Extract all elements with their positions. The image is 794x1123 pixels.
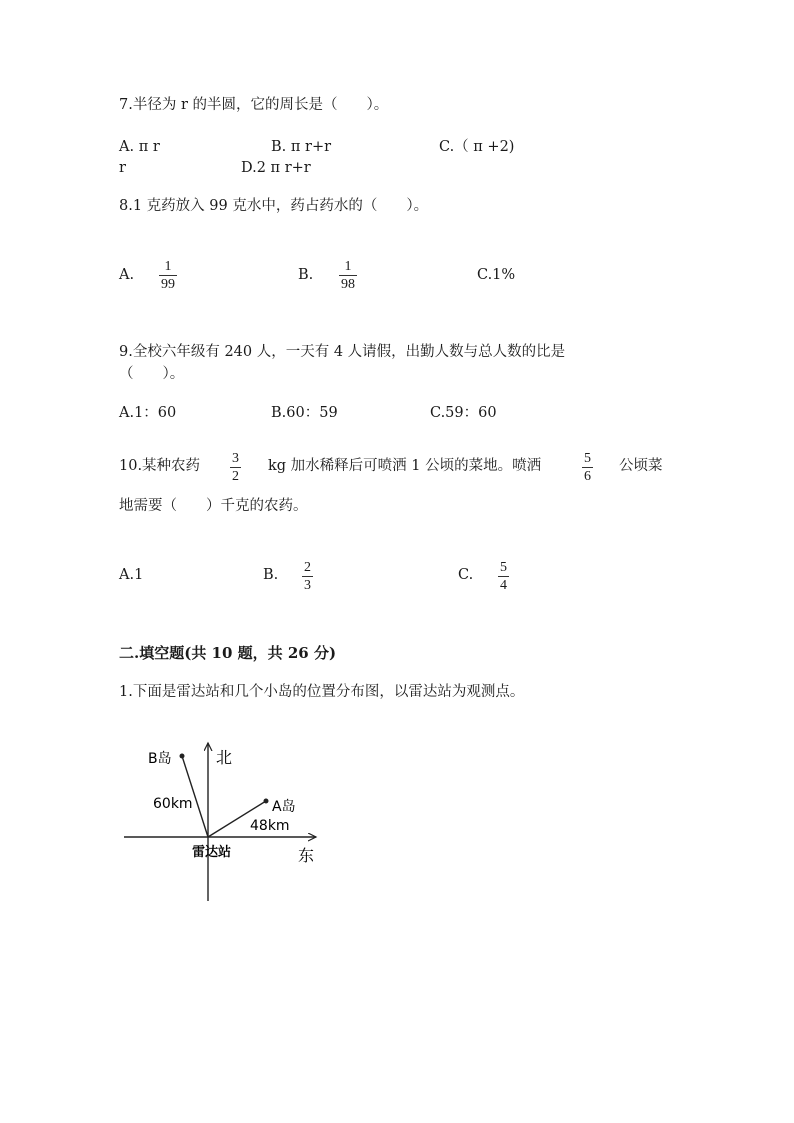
q10-stem-part1: 10.某种农药 <box>119 458 201 474</box>
q10-option-c[interactable]: C. <box>458 567 474 583</box>
fraction-denominator: 4 <box>500 578 507 594</box>
island-b-point <box>180 754 185 759</box>
fraction-bar <box>498 576 509 577</box>
q9-option-b[interactable]: B.60：59 <box>271 405 338 421</box>
q10-stem-part2: kg 加水稀释后可喷洒 1 公顷的菜地。喷洒 <box>268 458 542 474</box>
radar-position-diagram <box>120 735 335 905</box>
fraction-numerator: 2 <box>304 560 311 575</box>
q8-option-a[interactable]: A. <box>119 267 135 283</box>
q10-option-a[interactable]: A.1 <box>119 567 144 583</box>
q8-stem: 8.1 克药放入 99 克水中，药占药水的（ ）。 <box>119 198 429 214</box>
q8-option-b[interactable]: B. <box>298 267 314 283</box>
station-label: 雷达站 <box>192 845 232 860</box>
q7-option-c[interactable]: C.（ π +2) <box>439 139 515 155</box>
q7-stem: 7.半径为 r 的半圆，它的周长是（ ）。 <box>119 97 389 113</box>
q10-option-b-fraction <box>302 560 313 594</box>
island-b-label: B岛 <box>148 751 172 767</box>
q7-option-d[interactable]: D.2 π r+r <box>241 160 311 176</box>
q8-option-a-fraction <box>159 259 177 293</box>
fraction-numerator: 1 <box>344 259 352 274</box>
fraction-denominator: 2 <box>232 469 239 485</box>
island-a-point <box>264 799 269 804</box>
island-a-label: A岛 <box>272 799 296 815</box>
q10-fraction-amount <box>230 451 241 485</box>
island-a-distance: 48km <box>250 818 290 834</box>
q10-fraction-area <box>582 451 593 485</box>
fraction-denominator: 6 <box>584 469 591 485</box>
fraction-denominator: 99 <box>161 277 175 293</box>
q10-stem-part3: 公顷菜 <box>619 458 663 474</box>
q9-option-a[interactable]: A.1：60 <box>119 405 177 421</box>
q9-stem-line2: （ ）。 <box>119 366 185 382</box>
fraction-bar <box>230 467 241 468</box>
q10-stem-line2: 地需要（ ）千克的农药。 <box>119 498 308 514</box>
fraction-bar <box>339 275 357 276</box>
fraction-numerator: 1 <box>164 259 172 274</box>
q8-option-c[interactable]: C.1% <box>477 267 516 283</box>
section-heading: 二.填空题(共 10 题，共 26 分) <box>119 644 337 662</box>
east-label: 东 <box>298 846 315 865</box>
fraction-bar <box>302 576 313 577</box>
q9-stem-line1: 9.全校六年级有 240 人，一天有 4 人请假，出勤人数与总人数的比是 <box>119 344 566 360</box>
fraction-numerator: 5 <box>500 560 507 575</box>
q7-option-b[interactable]: B. π r+r <box>271 139 332 155</box>
q7-option-a[interactable]: A. π r <box>119 139 160 155</box>
north-label: 北 <box>216 748 233 767</box>
q10-option-b[interactable]: B. <box>263 567 279 583</box>
fraction-denominator: 98 <box>341 277 355 293</box>
fraction-denominator: 3 <box>304 578 311 594</box>
q8-option-b-fraction <box>339 259 357 293</box>
island-b-distance: 60km <box>153 796 193 812</box>
q10-option-c-fraction <box>498 560 509 594</box>
fraction-numerator: 3 <box>232 451 239 466</box>
s2-q1-stem: 1.下面是雷达站和几个小岛的位置分布图，以雷达站为观测点。 <box>119 684 525 700</box>
q9-option-c[interactable]: C.59：60 <box>430 405 497 421</box>
fraction-bar <box>582 467 593 468</box>
fraction-bar <box>159 275 177 276</box>
fraction-numerator: 5 <box>584 451 591 466</box>
q7-option-c-continued: r <box>119 160 126 176</box>
